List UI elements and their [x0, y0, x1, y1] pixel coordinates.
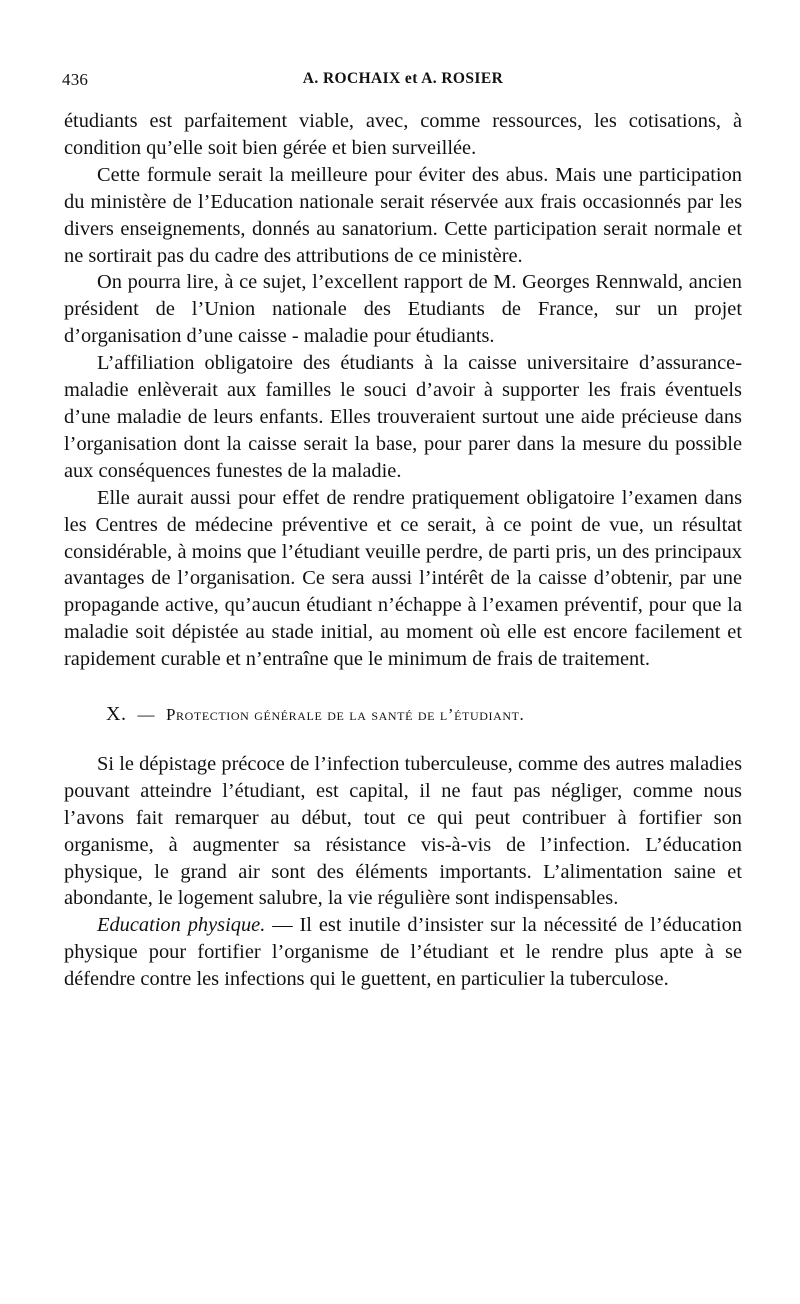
- paragraph: On pourra lire, à ce sujet, l’excellent rapport de M. Georges Rennwald, ancien président de l’Union nationale des Etudiants de France, sur un projet d’organisation d’une caisse - maladie pour étudiants.: [64, 271, 742, 348]
- section-number: X.: [106, 703, 127, 726]
- paragraph: L’affiliation obligatoire des étudiants à la caisse universitaire d’assurance-maladie enlèverait aux familles le souci d’avoir à supporter les frais éventuels d’une maladie de leurs enfants. Elles trouveraient surtout une aide précieuse dans l’organisation dont la caisse serait la base, pour parer dans la mesure du possible aux conséquences funestes de la maladie.: [64, 352, 742, 482]
- paragraph-continued: étudiants est parfaitement viable, avec, comme ressources, les cotisations, à condition qu’elle soit bien gérée et bien surveillée.: [64, 110, 742, 159]
- paragraph: Cette formule serait la meilleure pour éviter des abus. Mais une participation du ministère de l’Education nationale serait réservée aux frais occasionnés par les divers enseignements, donnés au sanatorium. Cette participation serait normale et ne sortirait pas du cadre des attributions de ce ministère.: [64, 163, 742, 267]
- paragraph: Elle aurait aussi pour effet de rendre pratiquement obligatoire l’examen dans les Centres de médecine préventive et ce serait, à ce point de vue, un résultat considérable, à moins que l’étudiant veuille perdre, de parti pris, un des principaux avantages de l’organisation. Ce sera aussi l’intérêt de la caisse d’obtenir, par une propagande active, qu’aucun étudiant n’échappe à l’examen préventif, pour que la maladie soit dépistée au stade initial, au moment où elle est encore facilement et rapidement curable et n’entraîne que le minimum de frais de traitement.: [64, 486, 742, 671]
- page-number: 436: [62, 70, 89, 89]
- paragraph-text: — Il est inutile d’insister sur la nécessité de l’éducation physique pour fortifier l’organisme de l’étudiant et le rendre plus apte à se défendre contre les infections qui le guettent, en particulier la tuberculose.: [64, 914, 742, 991]
- section-dash: —: [137, 705, 156, 725]
- italic-run-in-heading: Education physique.: [97, 914, 266, 937]
- book-page: [64, 64, 742, 993]
- paragraph: Si le dépistage précoce de l’infection tuberculeuse, comme des autres maladies pouvant atteindre l’étudiant, est capital, il ne faut pas négliger, comme nous l’avons fait remarquer au début, tout ce qui peut contribuer à fortifier son organisme, à augmenter sa résistance vis-à-vis de l’infection. L’éducation physique, le grand air sont des éléments importants. L’alimentation saine et abondante, le logement salubre, la vie régulière sont indispensables.: [64, 752, 742, 910]
- section-heading: [64, 701, 742, 729]
- running-head: [64, 64, 742, 94]
- paragraph-education-physique: [64, 912, 742, 993]
- section-title: Protection générale de la santé de l’étudiant.: [165, 705, 525, 725]
- running-title: A. ROCHAIX et A. ROSIER: [302, 70, 504, 87]
- body-text: [64, 108, 742, 993]
